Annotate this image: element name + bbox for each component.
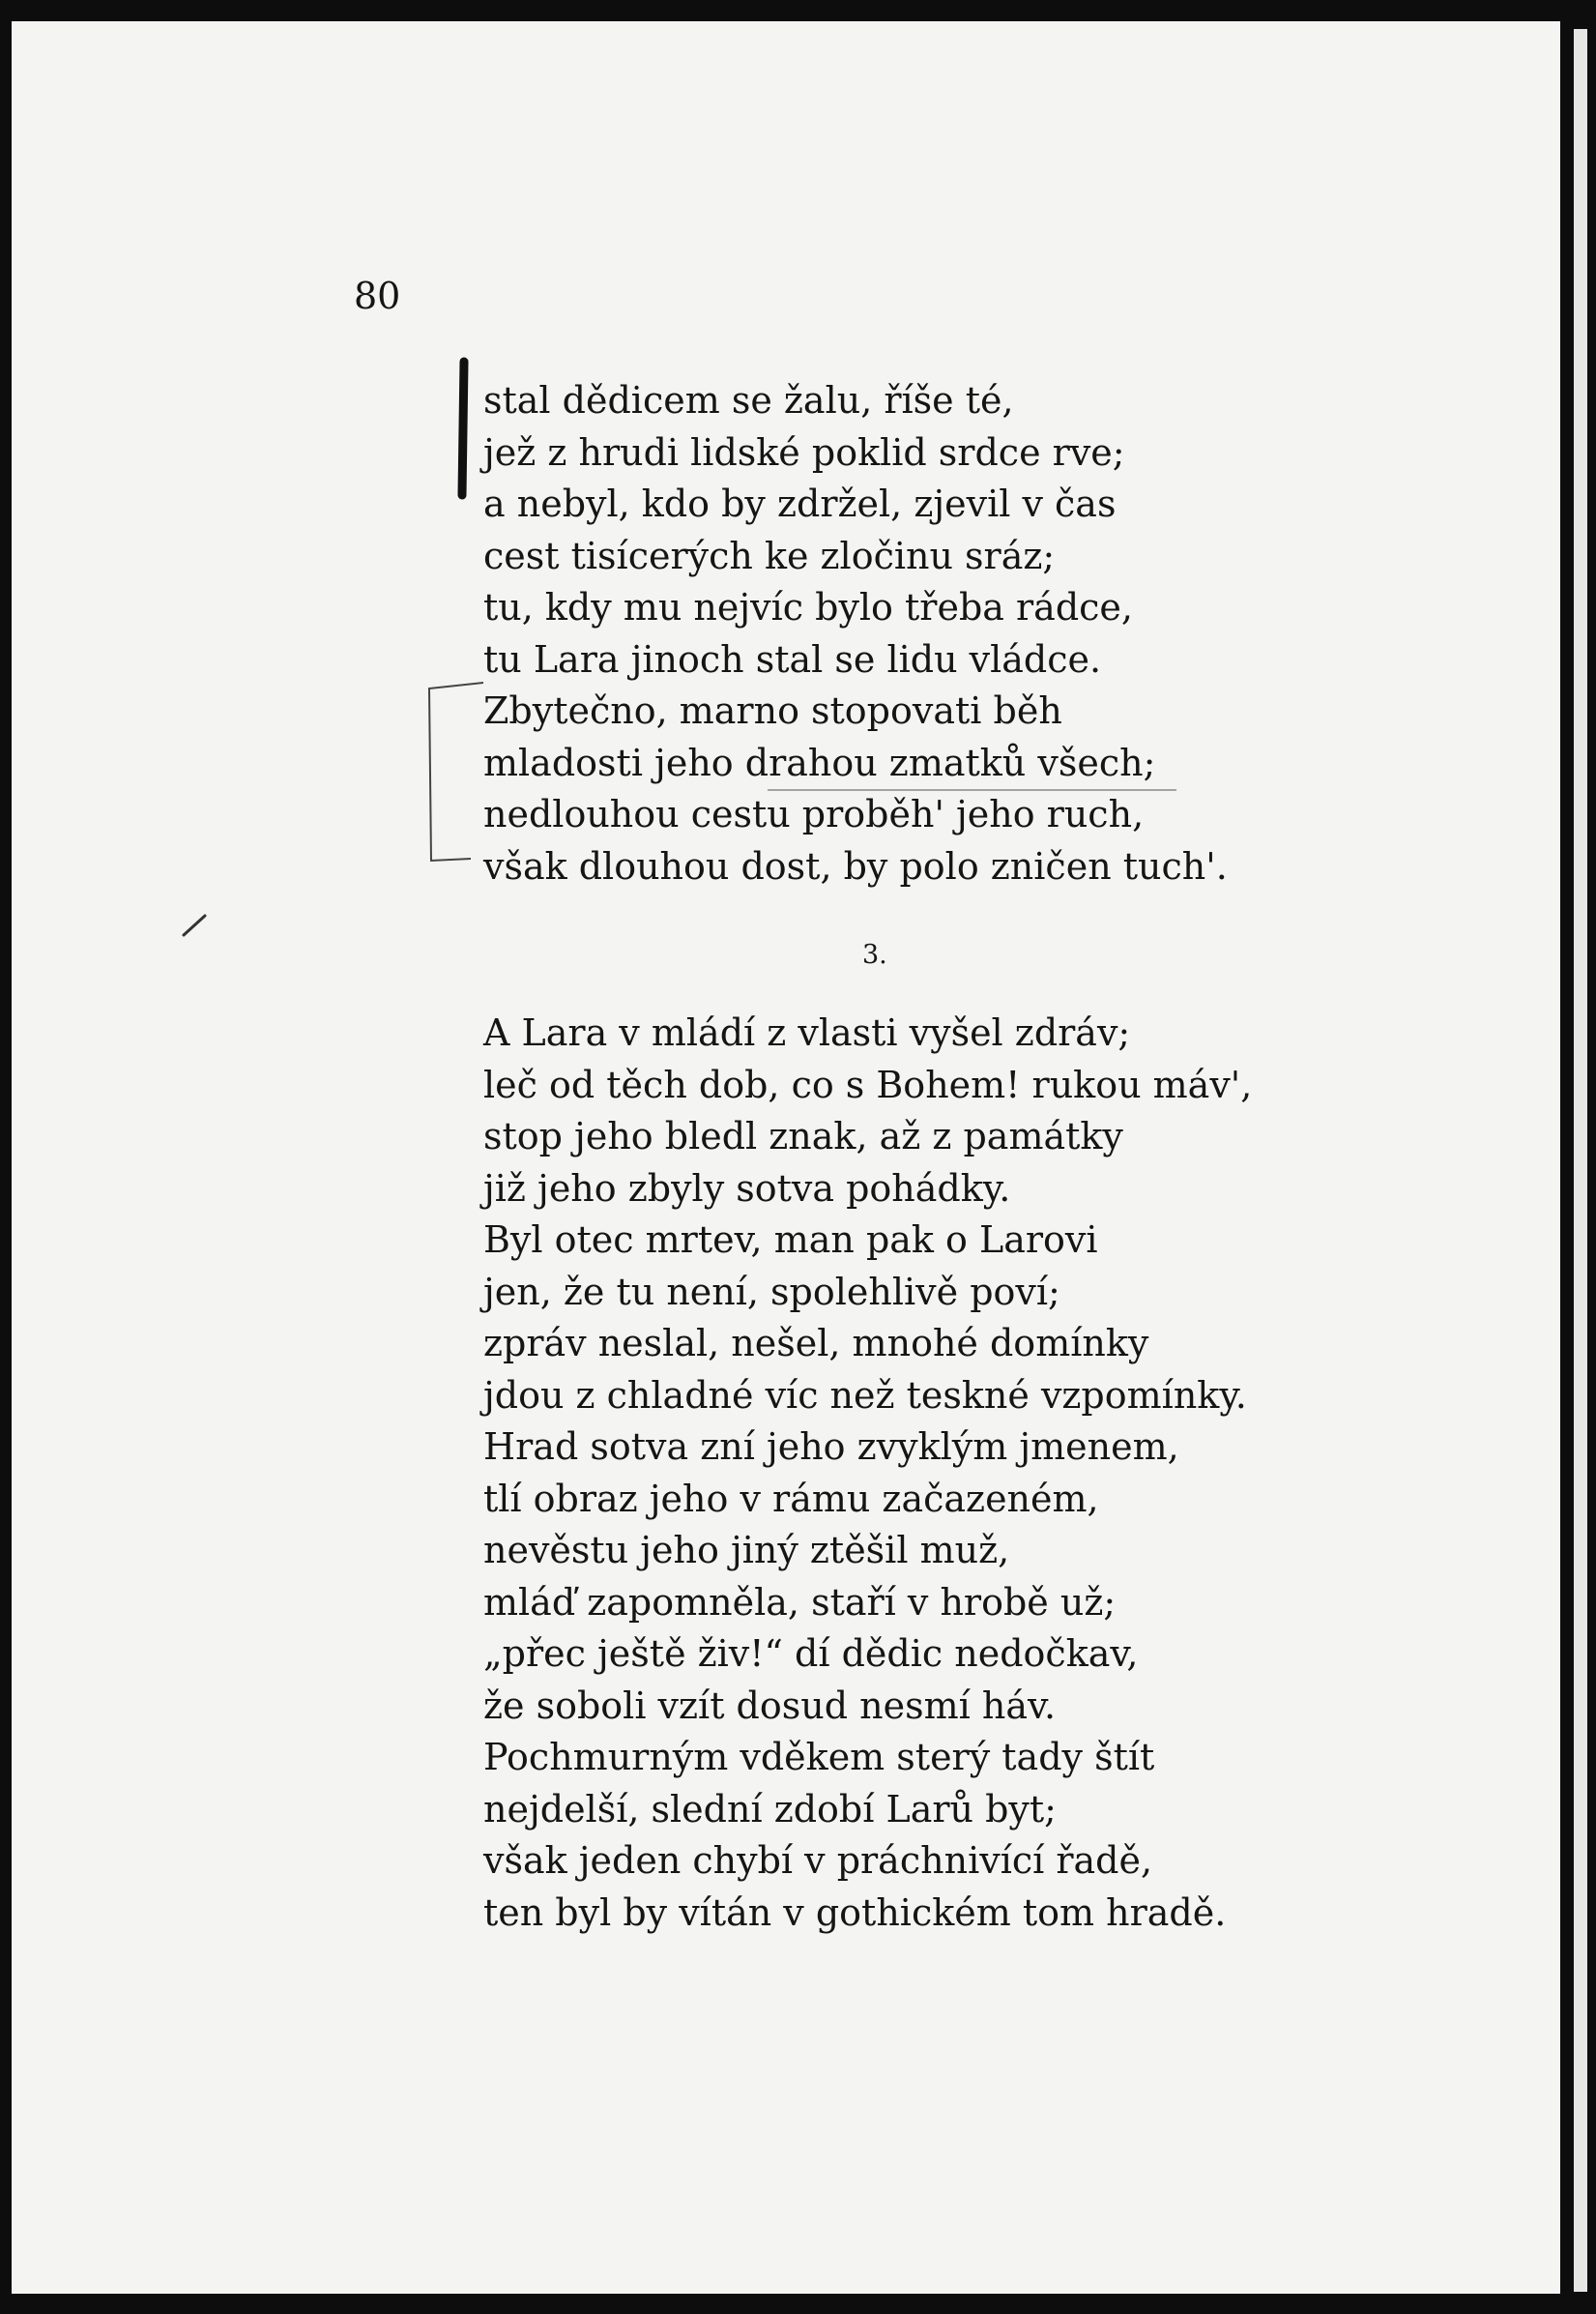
verse-line: a nebyl, kdo by zdržel, zjevil v čas bbox=[483, 483, 1117, 525]
verse-line: leč od těch dob, co s Bohem! rukou máv', bbox=[483, 1063, 1253, 1106]
verse-line: že soboli vzít dosud nesmí háv. bbox=[483, 1684, 1057, 1727]
verse-line: Zbytečno, marno stopovati běh bbox=[483, 689, 1062, 732]
verse-line: jež z hrudi lidské poklid srdce rve; bbox=[483, 430, 1125, 474]
margin-stroke-mark bbox=[184, 916, 205, 935]
verse-line: mladosti jeho drahou zmatků všech; bbox=[483, 741, 1156, 784]
verse-line: cest tisícerých ke zločinu sráz; bbox=[483, 534, 1056, 577]
verse-line: tu Lara jinoch stal se lidu vládce. bbox=[483, 637, 1102, 681]
verse-line: však jeden chybí v práchnivící řadě, bbox=[483, 1839, 1153, 1882]
stanza-1 bbox=[483, 375, 1228, 893]
verse-line: mláď zapomněla, staří v hrobě už; bbox=[483, 1580, 1117, 1624]
margin-bar-mark bbox=[462, 362, 464, 495]
verse-line: Hrad sotva zní jeho zvyklým jmenem, bbox=[483, 1425, 1179, 1468]
verse-line: ten byl by vítán v gothickém tom hradě. bbox=[483, 1890, 1227, 1934]
section-number: 3. bbox=[862, 940, 887, 970]
verse-line: nedlouhou cestu proběh' jeho ruch, bbox=[483, 793, 1145, 835]
verse-line: však dlouhou dost, by polo zničen tuch'. bbox=[483, 844, 1228, 888]
page-number: 80 bbox=[354, 275, 401, 317]
verse-line: jen, že tu není, spolehlivě poví; bbox=[483, 1270, 1060, 1313]
verse-line: nejdelší, slední zdobí Larů byt; bbox=[483, 1787, 1057, 1831]
verse-line: A Lara v mládí z vlasti vyšel zdráv; bbox=[483, 1011, 1131, 1054]
verse-line: stop jeho bledl znak, až z památky bbox=[483, 1115, 1123, 1157]
margin-bracket-mark bbox=[429, 683, 483, 861]
verse-line: „přec ještě živ!“ dí dědic nedočkav, bbox=[483, 1632, 1139, 1675]
verse-line: tu, kdy mu nejvíc bylo třeba rádce, bbox=[483, 586, 1133, 629]
verse-line: jdou z chladné víc než teskné vzpomínky. bbox=[483, 1373, 1247, 1417]
verse-line: již jeho zbyly sotva pohádky. bbox=[483, 1166, 1011, 1210]
verse-line: nevěstu jeho jiný ztěšil muž, bbox=[483, 1529, 1010, 1571]
verse-line: stal dědicem se žalu, říše té, bbox=[483, 379, 1014, 422]
book-page bbox=[12, 21, 1560, 2294]
verse-line: zpráv neslal, nešel, mnohé domínky bbox=[483, 1322, 1149, 1364]
verse-line: Byl otec mrtev, man pak o Larovi bbox=[483, 1218, 1098, 1261]
verse-line: Pochmurným vděkem sterý tady štít bbox=[483, 1736, 1155, 1778]
verse-line: tlí obraz jeho v rámu začazeném, bbox=[483, 1477, 1099, 1520]
stanza-2 bbox=[483, 1008, 1252, 1939]
adjacent-page-edge bbox=[1574, 29, 1587, 2292]
